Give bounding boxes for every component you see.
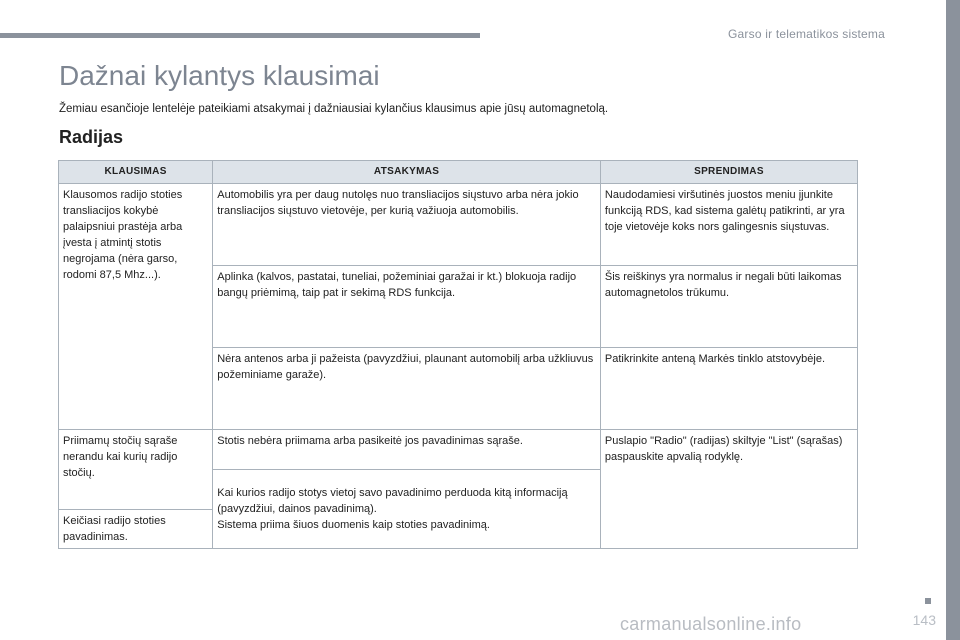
solution-cell: Šis reiškinys yra normalus ir negali būti laikomas automagnetolos trūkumu. bbox=[600, 266, 857, 348]
answer-cell: Stotis nebėra priimama arba pasikeitė jos pavadinimas sąraše. bbox=[213, 430, 601, 470]
solution-cell: Puslapio "Radio" (radijas) skiltyje "List" (sąrašas) paspauskite apvalią rodyklę. bbox=[600, 430, 857, 549]
intro-text: Žemiau esančioje lentelėje pateikiami atsakymai į dažniausiai kylančius klausimus apie jūsų automagnetolą. bbox=[59, 103, 609, 115]
answer-line: Kai kurios radijo stotys vietoj savo pavadinimo perduoda kitą informaciją (pavyzdžiui, dainos pavadinimą). bbox=[217, 487, 568, 515]
answer-cell: Aplinka (kalvos, pastatai, tuneliai, požeminiai garažai ir kt.) blokuoja radijo bangų priėmimą, taip pat ir sekimą RDS funkcija. bbox=[213, 266, 601, 348]
side-bar bbox=[946, 0, 960, 640]
answer-line: Sistema priima šiuos duomenis kaip stoties pavadinimą. bbox=[217, 519, 490, 531]
page-number: 143 bbox=[912, 612, 936, 628]
header-bar bbox=[0, 33, 480, 38]
answer-cell: Automobilis yra per daug nutolęs nuo transliacijos siųstuvo arba nėra jokio transliacijos siųstuvo vietovėje, per kurią važiuoja automobilis. bbox=[213, 184, 601, 266]
answer-cell: Nėra antenos arba ji pažeista (pavyzdžiui, plaunant automobilį arba užkliuvus požeminiame garaže). bbox=[213, 348, 601, 430]
table-header-row bbox=[59, 161, 858, 184]
section-label: Garso ir telematikos sistema bbox=[728, 27, 885, 41]
solution-cell: Naudodamiesi viršutinės juostos meniu įjunkite funkciją RDS, kad sistema galėtų patikrinti, ar yra toje vietovėje koks nors galingesnis siųstuvas. bbox=[600, 184, 857, 266]
question-cell: Priimamų stočių sąraše nerandu kai kurių radijo stočių. bbox=[59, 430, 213, 510]
question-cell: Keičiasi radijo stoties pavadinimas. bbox=[59, 510, 213, 549]
header-question: KLAUSIMAS bbox=[59, 161, 213, 184]
header-answer: ATSAKYMAS bbox=[213, 161, 601, 184]
faq-table bbox=[58, 160, 858, 549]
header-solution: SPRENDIMAS bbox=[600, 161, 857, 184]
watermark: carmanualsonline.info bbox=[620, 614, 802, 634]
page-marker bbox=[925, 598, 931, 604]
solution-cell: Patikrinkite anteną Markės tinklo atstovybėje. bbox=[600, 348, 857, 430]
table-row bbox=[59, 184, 858, 266]
question-cell: Klausomos radijo stoties transliacijos kokybė palaipsniui prastėja arba įvesta į atmintį stotis negrojama (nėra garso, rodomi 87,5 Mhz...). bbox=[59, 184, 213, 430]
section-subtitle: Radijas bbox=[59, 127, 124, 147]
table-row bbox=[59, 430, 858, 470]
page-title: Dažnai kylantys klausimai bbox=[59, 60, 380, 91]
answer-cell bbox=[213, 470, 601, 549]
